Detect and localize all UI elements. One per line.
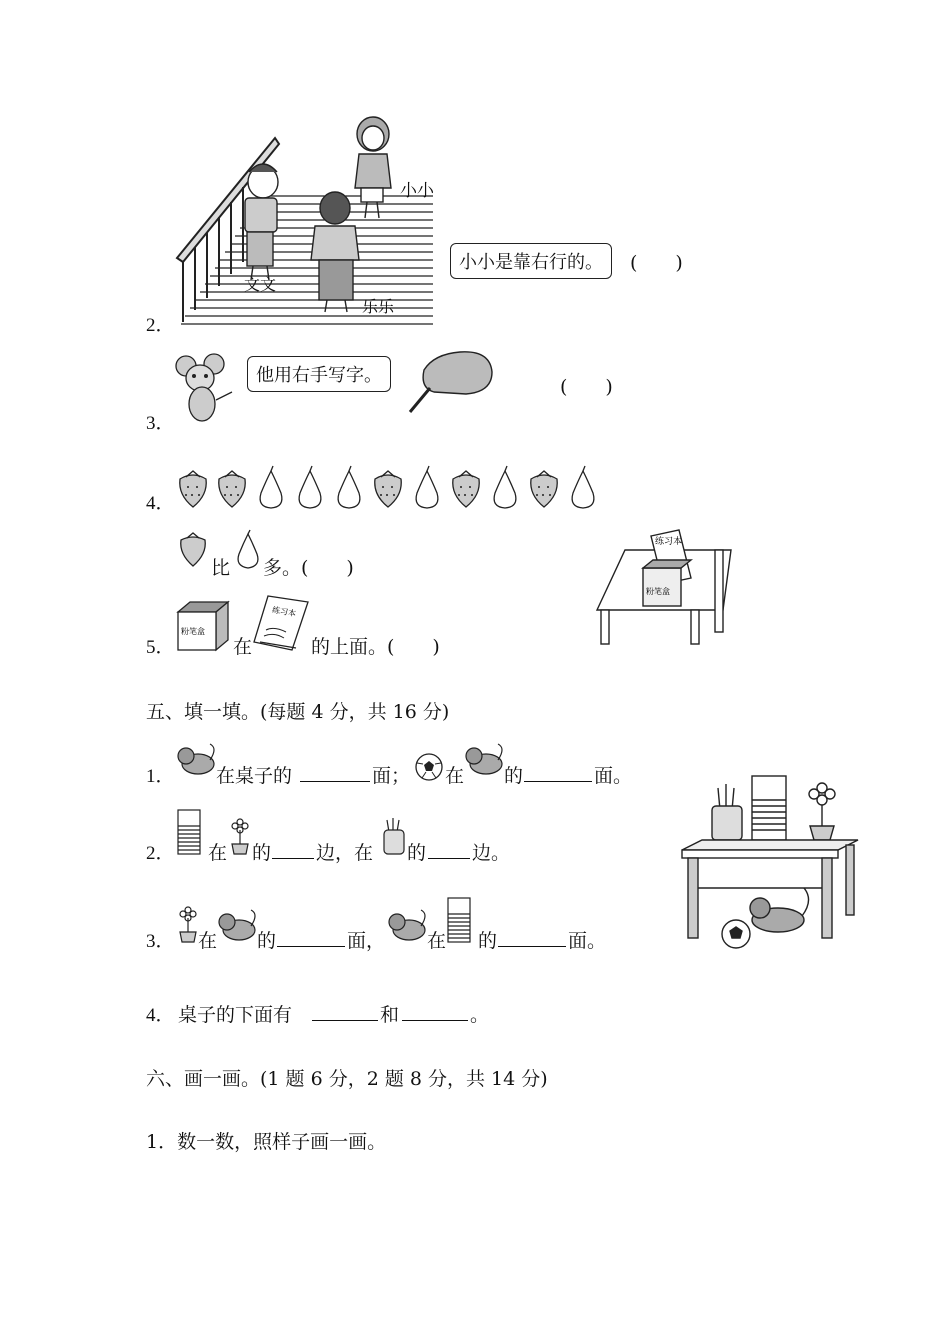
section5-title: 五、填一填。(每题 4 分，共 16 分) bbox=[146, 701, 450, 723]
cat-icon bbox=[464, 742, 504, 778]
s5-item3-c: 面， bbox=[347, 930, 386, 952]
cat-icon bbox=[387, 908, 427, 944]
s5-item1-blank2[interactable] bbox=[524, 763, 592, 782]
s5-item4-blank1[interactable] bbox=[312, 1002, 378, 1021]
speech-bubble-q2: 小小是靠右行的。 bbox=[450, 243, 612, 279]
s5-item2-d: 的 bbox=[407, 842, 427, 864]
exercise-book-icon bbox=[252, 592, 310, 652]
label-wenwen: 文文 bbox=[244, 275, 277, 294]
pencil-holder-icon bbox=[381, 818, 407, 856]
book-stack-icon bbox=[176, 806, 206, 856]
chalk-box-label: 粉笔盒 bbox=[181, 627, 205, 636]
hand-writing-icon bbox=[404, 348, 496, 416]
flower-pot-icon bbox=[228, 816, 252, 856]
s5-item2-e: 边。 bbox=[472, 842, 511, 864]
s5-item3-e: 的 bbox=[478, 930, 498, 952]
s5-item2-a: 在 bbox=[208, 842, 228, 864]
exercise-book-label: 练习本 bbox=[271, 605, 297, 619]
s5-item2-blank2[interactable] bbox=[428, 840, 470, 859]
chalk-box-icon bbox=[176, 600, 230, 652]
section6-title: 六、画一画。(1 题 6 分，2 题 8 分，共 14 分) bbox=[146, 1068, 548, 1090]
s5-item4-c: 。 bbox=[470, 1004, 490, 1026]
cat-icon bbox=[217, 908, 257, 944]
s5-item3-f: 面。 bbox=[568, 930, 607, 952]
pear-icon bbox=[567, 465, 599, 509]
s5-item4-b: 和 bbox=[380, 1004, 400, 1026]
strawberry-icon bbox=[450, 465, 482, 509]
s5-item3-d: 在 bbox=[427, 930, 447, 952]
s5-item3-blank2[interactable] bbox=[498, 928, 566, 947]
s5-item3-number: 3． bbox=[146, 931, 175, 952]
s5-item4-blank2[interactable] bbox=[402, 1002, 468, 1021]
s5-item1-b: 面； bbox=[372, 765, 411, 787]
table-book-box-illustration bbox=[595, 530, 735, 645]
s5-item2-b: 的 bbox=[252, 842, 272, 864]
speech-bubble-q3: 他用右手写字。 bbox=[247, 356, 391, 392]
s5-item2-c: 边，在 bbox=[316, 842, 374, 864]
pear-icon bbox=[233, 530, 263, 570]
s5-item3-blank1[interactable] bbox=[277, 928, 345, 947]
q4-bi: 比 bbox=[211, 557, 231, 579]
s5-item2-number: 2． bbox=[146, 843, 175, 864]
table-box-label: 粉笔盒 bbox=[646, 587, 670, 596]
cat-icon bbox=[176, 742, 216, 778]
staircase-illustration bbox=[175, 110, 445, 330]
s5-item1-a: 在桌子的 bbox=[216, 765, 293, 787]
strawberry-icon bbox=[372, 465, 404, 509]
label-xiaoxiao: 小小 bbox=[400, 181, 434, 201]
q3-number: 3． bbox=[146, 413, 175, 434]
pear-icon bbox=[333, 465, 365, 509]
strawberry-icon bbox=[177, 532, 209, 568]
q3-answer-paren[interactable]: ( ) bbox=[560, 376, 613, 398]
desk-scene-illustration bbox=[680, 770, 862, 952]
pear-icon bbox=[255, 465, 287, 509]
football-icon bbox=[414, 752, 444, 782]
book-stack-icon bbox=[446, 894, 476, 944]
s5-item1-c: 在 bbox=[445, 765, 465, 787]
s5-item4-a: 桌子的下面有 bbox=[178, 1004, 293, 1026]
section6-item1: 1．数一数，照样子画一画。 bbox=[146, 1131, 387, 1153]
q5-zai: 在 bbox=[233, 636, 253, 658]
table-book-label: 练习本 bbox=[655, 537, 683, 547]
pear-icon bbox=[489, 465, 521, 509]
s5-item1-e: 面。 bbox=[594, 765, 633, 787]
q4-duo: 多。( ) bbox=[263, 557, 354, 579]
s5-item2-blank1[interactable] bbox=[272, 840, 314, 859]
strawberry-icon bbox=[177, 465, 209, 509]
q5-tail: 的上面。( ) bbox=[311, 636, 440, 658]
label-lele: 乐乐 bbox=[362, 297, 395, 316]
fruit-sequence bbox=[177, 465, 607, 511]
pear-icon bbox=[411, 465, 443, 509]
q2-answer-paren[interactable]: ( ) bbox=[630, 252, 683, 274]
pear-icon bbox=[294, 465, 326, 509]
s5-item3-b: 的 bbox=[257, 930, 277, 952]
s5-item1-d: 的 bbox=[504, 765, 524, 787]
s5-item4-number: 4． bbox=[146, 1005, 175, 1026]
q4-number: 4． bbox=[146, 493, 175, 514]
mouse-icon bbox=[176, 352, 238, 424]
q5-number: 5． bbox=[146, 637, 175, 658]
flower-pot-icon bbox=[176, 904, 200, 944]
q2-number: 2． bbox=[146, 315, 175, 336]
strawberry-icon bbox=[528, 465, 560, 509]
s5-item3-a: 在 bbox=[198, 930, 218, 952]
s5-item1-number: 1． bbox=[146, 766, 175, 787]
strawberry-icon bbox=[216, 465, 248, 509]
s5-item1-blank1[interactable] bbox=[300, 763, 370, 782]
